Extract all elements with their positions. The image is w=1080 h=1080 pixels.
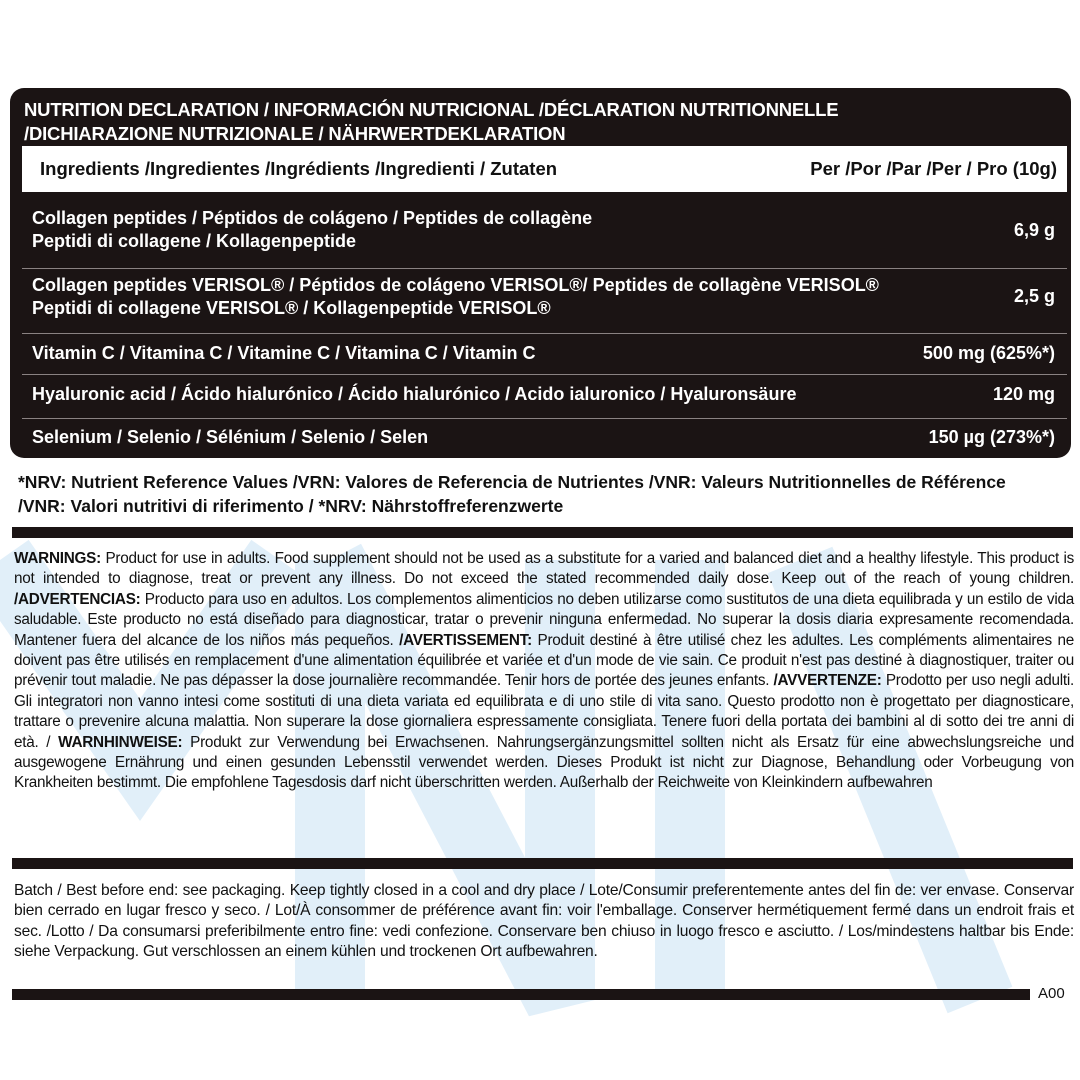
divider-bar	[12, 989, 1030, 1000]
ingredient-amount: 150 µg (273%*)	[928, 427, 1055, 447]
ingredient-name	[32, 274, 879, 320]
nutrition-header-row	[22, 146, 1067, 192]
batch-storage-text: Batch / Best before end: see packaging. Keep tightly closed in a cool and dry place / Lote/Consumir preferentemente antes del fin de: ver envase. Conservar bien cerrado en lugar fresco y seco. / Lot/À consommer de préférence avant fin: voir l'emballage. Conserver hermétiquement fermé dans un endroit frais et sec. /Lotto / Da consumarsi preferibilmente entro fine: vedi confezione. Conservare ben chiuso in luogo fresco e asciutto. / Los/mindestens haltbar bis Ende: siehe Verpackung. Gut verschlossen an einem kühlen und trockenen Ort aufbewahren.	[14, 882, 1074, 961]
nutrition-row	[22, 202, 1067, 258]
warnings-label-fr: /AVERTISSEMENT:	[399, 631, 532, 649]
ingredients-label: Ingredients /Ingredientes /Ingrédients /Ingredienti / Zutaten	[40, 158, 558, 179]
warnings-text-it: Prodotto per uso negli adulti. Gli integratori non vanno intesi come sostituti di una dieta variata ed equilibrata e di uno stile di vita sano. Questo prodotto non è progettato per diagnosticare, trattare o prevenire alcuna malattia. Non superare la dose giornaliera espressamente consigliata. Tenere fuori della portata dei bambini al di sotto dei tre anni di età. /	[14, 672, 1075, 751]
ingredient-name-line: Selenium / Selenio / Sélénium / Selenio / Selen	[32, 427, 429, 447]
ingredient-name-line: Peptidi di collagene VERISOL® / Kollagenpeptide VERISOL®	[32, 297, 551, 318]
nutrition-row	[22, 268, 1067, 324]
divider-bar	[12, 527, 1073, 538]
panel-title-line: /DICHIARAZIONE NUTRIZIONALE / NÄHRWERTDEKLARATION	[24, 123, 566, 144]
warnings-text-fr: Produit destiné à être utilisé chez les adultes. Les compléments alimentaires ne doivent pas être utilisés en remplacement d'une alimentation équilibrée et variée et d'un mode de vie sain. Ce produit n'est pas destiné à diagnostiquer, traiter ou prévenir tout maladie. Ne pas dépasser la dose journalière recommandée. Tenir hors de portée des jeunes enfants.	[14, 631, 1074, 690]
nutrition-row	[22, 418, 1067, 456]
ingredient-name-line: Hyaluronic acid / Ácido hialurónico / Ácido hialurónico / Acido ialuronico / Hyaluronsäure	[32, 384, 797, 404]
warnings-text-de: Produkt zur Verwendung bei Erwachsenen. Nahrungsergänzungsmittel sollten nicht als Ersatz für eine abwechslungsreiche und ausgewogene Ernährung und einen gesunden Lebensstil verwendet werden. Dieses Produkt ist nicht zur Diagnose, Behandlung oder Vorbeugung von Krankheiten bestimmt. Die empfohlene Tagesdosis darf nicht überschritten werden. Außerhalb der Reichweite von Kleinkindern aufbewahren	[14, 733, 1074, 792]
ingredient-name	[32, 383, 796, 406]
nutrition-panel	[10, 88, 1071, 458]
ingredient-amount: 120 mg	[992, 384, 1055, 404]
divider-bar	[12, 858, 1073, 869]
nutrition-row	[22, 333, 1067, 372]
warnings-label-en: WARNINGS:	[14, 550, 101, 567]
ingredient-name	[32, 342, 535, 365]
nrv-line: /VNR: Valori nutritivi di riferimento / *NRV: Nährstoffreferenzwerte	[18, 496, 564, 516]
warnings-label-de: WARNHINWEISE:	[58, 733, 183, 751]
ingredient-name-line: Collagen peptides / Péptidos de colágeno / Peptides de collagène	[32, 208, 593, 228]
per-serving-label: Per /Por /Par /Per / Pro (10g)	[810, 158, 1057, 179]
ingredient-name-line: Vitamin C / Vitamina C / Vitamine C / Vitamina C / Vitamin C	[32, 342, 536, 363]
warnings-text-en: Product for use in adults. Food supplement should not be used as a substitute for a varied and balanced diet and a healthy lifestyle. This product is not intended to diagnose, treat or prevent any illness. Do not exceed the stated recommended daily dose. Keep out of the reach of young children.	[14, 550, 1074, 588]
ingredient-name-line: Collagen peptides VERISOL® / Péptidos de colágeno VERISOL®/ Peptides de collagène VERISOL®	[32, 274, 879, 295]
warnings-label-es: /ADVERTENCIAS:	[14, 590, 141, 608]
ingredient-amount: 500 mg (625%*)	[922, 342, 1055, 363]
nrv-line: *NRV: Nutrient Reference Values /VRN: Valores de Referencia de Nutrientes /VNR: Valeurs Nutritionnelles de Référence	[18, 472, 1006, 492]
ingredient-amount: 6,9 g	[1013, 219, 1055, 240]
warnings-text	[14, 549, 1074, 794]
ingredient-name	[32, 207, 592, 253]
warnings-label-it: /AVVERTENZE:	[773, 672, 882, 690]
nutrition-row	[22, 374, 1067, 414]
panel-title-line: NUTRITION DECLARATION / INFORMACIÓN NUTRICIONAL /DÉCLARATION NUTRITIONNELLE	[24, 99, 839, 120]
nrv-footnote	[18, 470, 1068, 518]
ingredient-name	[32, 426, 428, 449]
panel-title	[24, 98, 1054, 146]
ingredient-name-line: Peptidi di collagene / Kollagenpeptide	[32, 231, 357, 251]
warnings-text-es: Producto para uso en adultos. Los complementos alimenticios no deben utilizarse como sustitutos de una dieta equilibrada y un estilo de vida saludable. Este producto no está diseñado para diagnosticar, tratar o prevenir ninguna enfermedad. No superar la dosis diaria expresamente recomendada. Mantener fuera del alcance de los niños más pequeños.	[14, 590, 1074, 649]
label-code: A00	[1038, 985, 1065, 1002]
ingredient-amount: 2,5 g	[1013, 286, 1055, 306]
